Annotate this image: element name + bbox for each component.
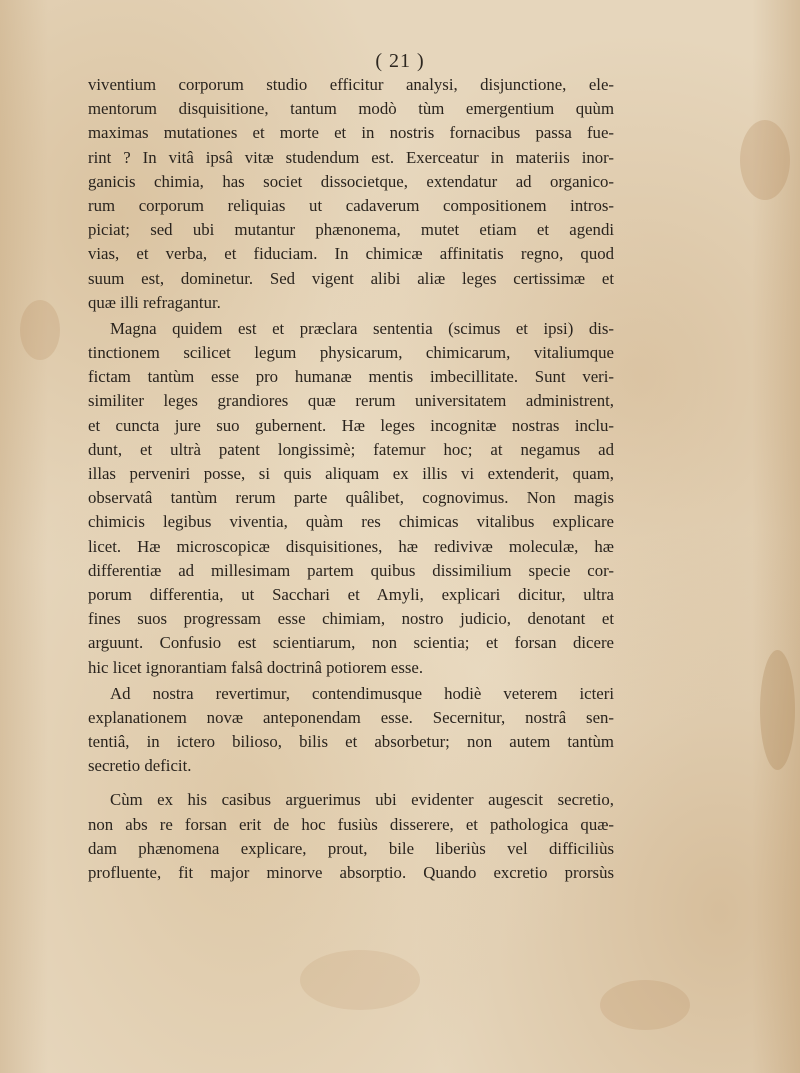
body-text xyxy=(88,73,614,885)
text-line: rint ? In vitâ ipsâ vitæ studendum est. Exerceatur in materiis inor- xyxy=(88,147,614,167)
text-line: Cùm ex his casibus arguerimus ubi evidenter augescit secretio, xyxy=(110,790,614,810)
page-number: ( 21 ) xyxy=(375,50,425,72)
text-line: non abs re forsan erit de hoc fusiùs disserere, et pathologica quæ- xyxy=(88,814,614,834)
text-line: licet. Hæ microscopicæ disquisitiones, hæ redivivæ moleculæ, hæ xyxy=(88,536,614,556)
text-line: ganicis chimia, has societ dissocietque, extendatur ad organico- xyxy=(88,171,614,191)
text-line: arguunt. Confusio est scientiarum, non scientia; et forsan dicere xyxy=(88,633,614,653)
text-line: mentorum disquisitione, tantum modò tùm emergentium quùm xyxy=(88,99,614,119)
text-line: differentiæ ad millesimam partem quibus dissimilium specie cor- xyxy=(88,560,614,580)
text-line: dunt, et ultrà patent longissimè; fatemur hoc; at negamus ad xyxy=(88,439,614,459)
text-line: illas perveniri posse, si quis aliquam ex illis vi extenderit, quam, xyxy=(88,464,614,483)
text-line: fictam tantùm esse pro humanæ mentis imbecillitate. Sunt veri- xyxy=(88,367,614,387)
text-line: chimicis legibus viventia, quàm res chimicas vitalibus explicare xyxy=(88,512,614,532)
text-line: maximas mutationes et morte et in nostris fornacibus passa fue- xyxy=(88,123,614,143)
paper-stain xyxy=(760,650,795,770)
text-line: viventium corporum studio efficitur analysi, disjunctione, ele- xyxy=(88,75,614,94)
text-line: observatâ tantùm rerum parte quâlibet, cognovimus. Non magis xyxy=(88,488,614,508)
text-line: quæ illi refragantur. xyxy=(88,292,221,312)
text-line: et cuncta jure suo gubernent. Hæ leges incognitæ nostras inclu- xyxy=(88,415,614,435)
text-line: porum differentia, ut Sacchari et Amyli, explicari dicitur, ultra xyxy=(88,584,614,604)
text-line: hic licet ignorantiam falsâ doctrinâ potiorem esse. xyxy=(88,657,424,677)
text-line: explanationem novæ anteponendam esse. Secernitur, nostrâ sen- xyxy=(88,707,614,727)
text-line: dam phænomena explicare, prout, bile liberiùs vel difficiliùs xyxy=(88,838,614,858)
paper-stain xyxy=(600,980,690,1030)
text-line: fines suos progressam esse chimiam, nostro judicio, denotant et xyxy=(88,609,614,629)
text-line: tentiâ, in ictero bilioso, bilis et absorbetur; non autem tantùm xyxy=(88,732,614,752)
paragraph xyxy=(88,682,614,779)
paper-stain xyxy=(740,120,790,200)
paragraph xyxy=(88,317,614,680)
text-line: similiter leges grandiores quæ rerum universitatem administrent, xyxy=(88,391,614,411)
text-line: Magna quidem est et præclara sententia (scimus et ipsi) dis- xyxy=(110,318,614,338)
text-line: tinctionem scilicet legum physicarum, chimicarum, vitaliumque xyxy=(88,343,614,363)
paragraph xyxy=(88,788,614,885)
text-line: Ad nostra revertimur, contendimusque hodiè veterem icteri xyxy=(110,683,614,703)
paper-stain xyxy=(300,950,420,1010)
text-line: profluente, fit major minorve absorptio. Quando excretio prorsùs xyxy=(88,863,614,882)
paper-stain xyxy=(20,300,60,360)
paragraph xyxy=(88,73,614,315)
text-line: secretio deficit. xyxy=(88,756,192,776)
text-line: vias, et verba, et fiduciam. In chimicæ affinitatis regno, quod xyxy=(88,244,614,264)
text-line: rum corporum reliquias ut cadaverum compositionem intros- xyxy=(88,195,614,215)
text-line: piciat; sed ubi mutantur phænonema, mutet etiam et agendi xyxy=(88,220,614,240)
text-line: suum est, dominetur. Sed vigent alibi aliæ leges certissimæ et xyxy=(88,268,614,288)
